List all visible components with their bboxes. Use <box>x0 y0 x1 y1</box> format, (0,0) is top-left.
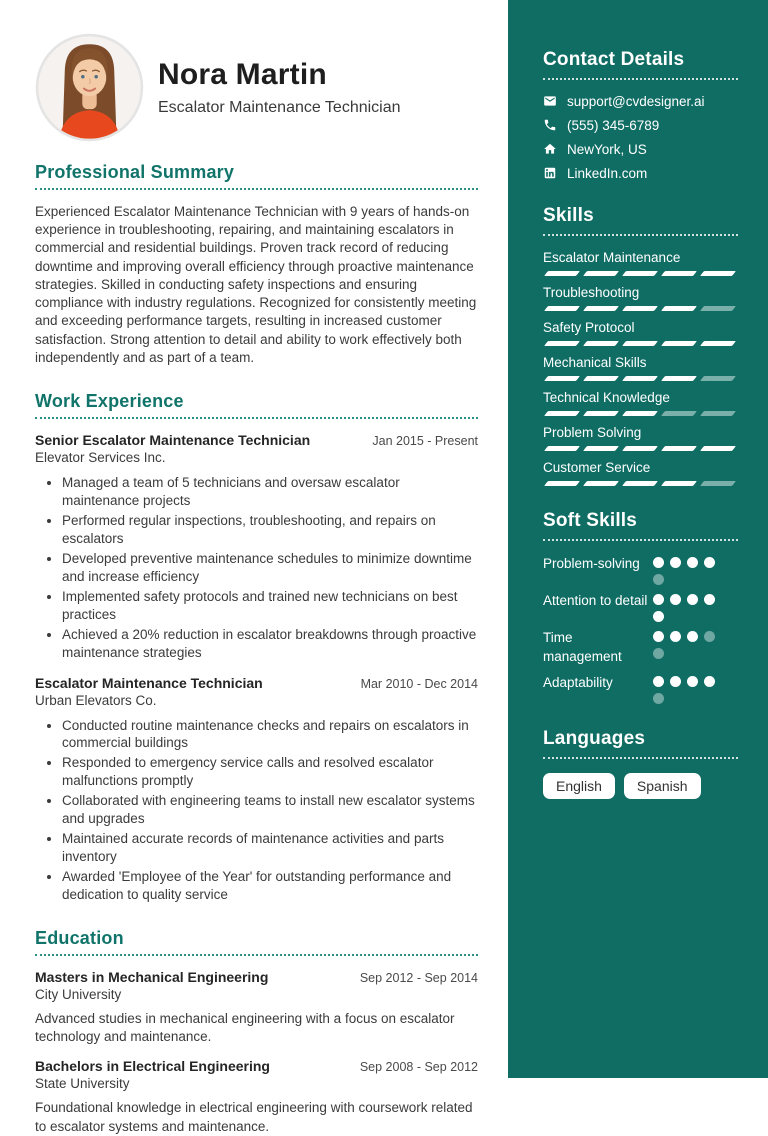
degree-list <box>35 969 478 1136</box>
level-segment-filled <box>622 271 658 276</box>
degree-entry <box>35 969 478 1046</box>
job-entry <box>35 432 478 662</box>
level-segment-filled <box>661 341 697 346</box>
level-segment-filled <box>653 557 664 568</box>
skill-level-bar <box>543 481 738 486</box>
level-segment-filled <box>661 306 697 311</box>
summary-text: Experienced Escalator Maintenance Technician with 9 years of hands-on experience in troubleshooting, repairing, and maintaining escalators in commercial and residential buildings. Proven track record of reducing downtime and improving overall efficiency through proactive maintenance strategies. Skilled in conducting safety inspections and ensuring compliance with industry regulations. Recognized for consistently meeting and exceeding performance targets, resulting in increased customer satisfaction. Strong attention to detail and ability to work effectively both independently and as part of a team. <box>35 204 477 365</box>
job-list <box>35 432 478 904</box>
contact-text: (555) 345-6789 <box>567 117 660 133</box>
level-segment-empty <box>700 411 736 416</box>
level-segment-filled <box>700 271 736 276</box>
job-bullet: • Conducted routine maintenance checks and repairs on escalators in commercial buildings <box>62 717 478 753</box>
level-segment-filled <box>700 446 736 451</box>
skill-entry <box>543 285 738 311</box>
skill-name: Mechanical Skills <box>543 354 647 370</box>
education-heading: Education <box>35 928 478 956</box>
contact-text: NewYork, US <box>567 141 647 157</box>
languages-heading: Languages <box>543 728 738 759</box>
soft-skill-entry <box>543 629 738 667</box>
language-list <box>543 773 738 799</box>
skill-level-bar <box>543 306 738 311</box>
job-title: Senior Escalator Maintenance Technician <box>35 431 311 448</box>
job-bullet: • Implemented safety protocols and trained new technicians on best practices <box>62 588 478 624</box>
job-bullet: • Managed a team of 5 technicians and oversaw escalator maintenance projects <box>62 474 478 510</box>
level-segment-filled <box>704 557 715 568</box>
skill-name: Escalator Maintenance <box>543 249 681 265</box>
job-title: Escalator Maintenance Technician <box>35 674 263 691</box>
soft-skill-level-dots <box>653 674 719 704</box>
job-bullet: • Maintained accurate records of maintenance activities and parts inventory <box>62 830 478 866</box>
level-segment-filled <box>670 676 681 687</box>
job-entry <box>35 675 478 905</box>
soft-skill-entry <box>543 592 738 622</box>
level-segment-filled <box>653 611 664 622</box>
person-job-title: Escalator Maintenance Technician <box>158 98 401 116</box>
job-bullet-list <box>35 474 478 662</box>
contact-item[interactable] <box>543 166 738 181</box>
soft-skill-level-dots <box>653 629 719 667</box>
section-soft-skills <box>543 510 738 704</box>
level-segment-filled <box>687 557 698 568</box>
level-segment-empty <box>661 411 697 416</box>
level-segment-filled <box>583 376 619 381</box>
contact-text: support@cvdesigner.ai <box>567 93 705 109</box>
job-dates: Jan 2015 - Present <box>372 433 478 448</box>
skill-entry <box>543 320 738 346</box>
level-segment-empty <box>653 693 664 704</box>
skill-entry <box>543 355 738 381</box>
job-bullet: • Developed preventive maintenance schedules to minimize downtime and increase efficiency <box>62 550 478 586</box>
skill-entry <box>543 425 738 451</box>
skill-level-bar <box>543 411 738 416</box>
soft-skill-name: Time management <box>543 629 622 664</box>
soft-skill-entry <box>543 555 738 585</box>
level-segment-filled <box>704 594 715 605</box>
degree-dates: Sep 2008 - Sep 2012 <box>359 1060 478 1075</box>
soft-skill-name: Adaptability <box>543 674 613 690</box>
section-contact-details <box>543 49 738 181</box>
job-header <box>35 432 478 448</box>
job-bullet: • Awarded 'Employee of the Year' for outstanding performance and dedication to quality service <box>62 868 478 904</box>
level-segment-empty <box>700 376 736 381</box>
skill-name: Safety Protocol <box>543 319 635 335</box>
level-segment-filled <box>687 594 698 605</box>
level-segment-filled <box>687 631 698 642</box>
level-segment-filled <box>661 271 697 276</box>
level-segment-filled <box>622 306 658 311</box>
linkedin-icon <box>543 166 557 180</box>
level-segment-filled <box>583 306 619 311</box>
degree-description: Advanced studies in mechanical engineering with a focus on escalator technology and maintenance. <box>35 1011 455 1045</box>
skill-entry <box>543 390 738 416</box>
phone-icon <box>543 118 557 132</box>
skill-list <box>543 250 738 486</box>
degree-header <box>35 1058 478 1074</box>
section-languages <box>543 728 738 799</box>
job-bullet-list <box>35 717 478 905</box>
soft-skill-name: Attention to detail <box>543 592 648 608</box>
level-segment-filled <box>583 341 619 346</box>
skill-name: Customer Service <box>543 459 651 475</box>
level-segment-filled <box>687 676 698 687</box>
level-segment-filled <box>653 631 664 642</box>
section-skills <box>543 205 738 486</box>
level-segment-filled <box>700 341 736 346</box>
summary-heading: Professional Summary <box>35 162 478 190</box>
degree-dates: Sep 2012 - Sep 2014 <box>359 971 478 986</box>
degree-description: Foundational knowledge in electrical engineering with coursework related to escalator systems and maintenance. <box>35 1100 473 1134</box>
contact-text: LinkedIn.com <box>567 165 648 181</box>
soft-skill-entry <box>543 674 738 704</box>
level-segment-filled <box>583 271 619 276</box>
level-segment-filled <box>622 341 658 346</box>
level-segment-filled <box>653 594 664 605</box>
job-bullet: • Responded to emergency service calls and resolved escalator malfunctions promptly <box>62 754 478 790</box>
job-company: Elevator Services Inc. <box>35 449 166 465</box>
level-segment-empty <box>700 306 736 311</box>
level-segment-filled <box>661 446 697 451</box>
profile-photo <box>35 33 144 142</box>
level-segment-filled <box>622 446 658 451</box>
level-segment-filled <box>661 481 697 486</box>
skill-name: Troubleshooting <box>543 284 640 300</box>
section-professional-summary <box>35 162 478 367</box>
contact-item[interactable] <box>543 94 738 109</box>
skill-level-bar <box>543 376 738 381</box>
level-segment-filled <box>583 481 619 486</box>
level-segment-filled <box>544 376 580 381</box>
section-work-experience <box>35 391 478 904</box>
level-segment-empty <box>700 481 736 486</box>
contact-item[interactable] <box>543 118 738 133</box>
job-header <box>35 675 478 691</box>
level-segment-filled <box>544 306 580 311</box>
job-bullet: • Performed regular inspections, troubleshooting, and repairs on escalators <box>62 512 478 548</box>
contact-heading: Contact Details <box>543 49 738 80</box>
degree-school: City University <box>35 987 122 1003</box>
level-segment-filled <box>544 446 580 451</box>
level-segment-filled <box>670 594 681 605</box>
skills-heading: Skills <box>543 205 738 236</box>
skill-name: Technical Knowledge <box>543 389 670 405</box>
level-segment-filled <box>544 341 580 346</box>
job-bullet: • Achieved a 20% reduction in escalator breakdowns through proactive maintenance strategies <box>62 626 478 662</box>
job-company: Urban Elevators Co. <box>35 692 157 708</box>
level-segment-filled <box>583 411 619 416</box>
level-segment-filled <box>661 376 697 381</box>
level-segment-filled <box>622 481 658 486</box>
person-name: Nora Martin <box>158 58 327 92</box>
level-segment-filled <box>670 631 681 642</box>
identity-text <box>158 58 401 117</box>
contact-list <box>543 94 738 181</box>
soft-skill-level-dots <box>653 555 719 585</box>
degree-title: Masters in Mechanical Engineering <box>35 969 269 986</box>
skill-level-bar <box>543 446 738 451</box>
level-segment-filled <box>544 271 580 276</box>
level-segment-filled <box>544 411 580 416</box>
experience-heading: Work Experience <box>35 391 478 419</box>
soft-skill-level-dots <box>653 592 719 622</box>
degree-header <box>35 969 478 985</box>
soft-skill-list <box>543 555 738 704</box>
skill-name: Problem Solving <box>543 424 642 440</box>
level-segment-empty <box>653 574 664 585</box>
job-bullet: • Collaborated with engineering teams to install new escalator systems and upgrades <box>62 792 478 828</box>
job-dates: Mar 2010 - Dec 2014 <box>360 676 478 691</box>
degree-school: State University <box>35 1076 130 1092</box>
skill-entry <box>543 250 738 276</box>
home-icon <box>543 142 557 156</box>
level-segment-empty <box>704 631 715 642</box>
level-segment-filled <box>704 676 715 687</box>
sidebar <box>508 0 768 1078</box>
degree-title: Bachelors in Electrical Engineering <box>35 1058 270 1075</box>
language-pill: Spanish <box>624 773 701 799</box>
section-education <box>35 928 478 1136</box>
level-segment-filled <box>653 676 664 687</box>
level-segment-empty <box>653 648 664 659</box>
language-pill: English <box>543 773 615 799</box>
level-segment-filled <box>670 557 681 568</box>
contact-item[interactable] <box>543 142 738 157</box>
skill-level-bar <box>543 341 738 346</box>
soft-skill-name: Problem-solving <box>543 555 640 571</box>
soft-skills-heading: Soft Skills <box>543 510 738 541</box>
level-segment-filled <box>583 446 619 451</box>
identity-header <box>35 33 478 142</box>
skill-entry <box>543 460 738 486</box>
skill-level-bar <box>543 271 738 276</box>
degree-entry <box>35 1058 478 1135</box>
email-icon <box>543 94 557 108</box>
level-segment-filled <box>622 411 658 416</box>
level-segment-filled <box>544 481 580 486</box>
level-segment-filled <box>622 376 658 381</box>
